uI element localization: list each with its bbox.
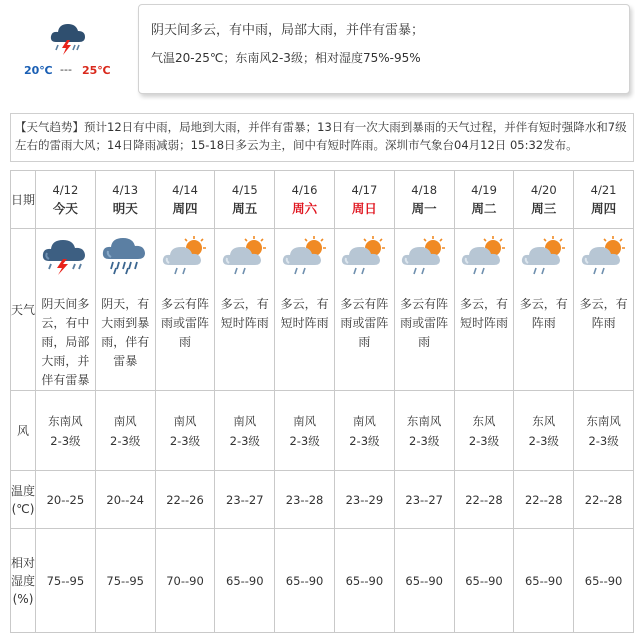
day-weather-cell bbox=[95, 229, 155, 391]
day-wind-direction: 南风 bbox=[352, 413, 376, 428]
day-wind-direction: 东南风 bbox=[586, 413, 621, 428]
day-wind-direction: 南风 bbox=[293, 413, 317, 428]
temp-row bbox=[11, 471, 634, 529]
day-condition: 阴天，有大雨到暴雨，伴有雷暴 bbox=[101, 297, 150, 368]
day-date: 4/17 bbox=[351, 182, 378, 197]
day-wind-level: 2-3级 bbox=[588, 433, 619, 448]
day-wind-cell bbox=[394, 391, 454, 471]
day-date: 4/21 bbox=[590, 182, 617, 197]
row-label-date: 日期 bbox=[11, 171, 36, 229]
day-name: 周六 bbox=[292, 200, 318, 216]
summary-details: 气温20-25℃；东南风2-3级；相对湿度75%-95% bbox=[151, 51, 421, 65]
day-weather-cell bbox=[514, 229, 574, 391]
day-name: 周一 bbox=[411, 200, 437, 216]
row-label-temp: 温度(℃) bbox=[11, 471, 36, 529]
partly-cloudy-shower-icon bbox=[514, 229, 573, 287]
day-condition: 多云，有阵雨 bbox=[519, 297, 568, 330]
day-wind-level: 2-3级 bbox=[110, 433, 141, 448]
day-date: 4/18 bbox=[411, 182, 438, 197]
day-humidity: 65--90 bbox=[574, 529, 634, 633]
day-humidity: 70--90 bbox=[155, 529, 215, 633]
day-date: 4/19 bbox=[471, 182, 497, 197]
day-date-cell bbox=[215, 171, 275, 229]
day-name: 周三 bbox=[531, 200, 557, 216]
day-humidity: 65--90 bbox=[275, 529, 335, 633]
date-row bbox=[11, 171, 634, 229]
day-date-cell bbox=[275, 171, 335, 229]
day-date-cell bbox=[334, 171, 394, 229]
day-name: 周日 bbox=[351, 200, 377, 216]
temp-low: 20℃ bbox=[24, 64, 53, 77]
thunderstorm-cloud-icon bbox=[48, 18, 88, 56]
day-wind-level: 2-3级 bbox=[349, 433, 380, 448]
day-date: 4/15 bbox=[231, 182, 258, 197]
day-condition: 多云，有短时阵雨 bbox=[280, 297, 329, 330]
day-wind-level: 2-3级 bbox=[409, 433, 440, 448]
day-wind-level: 2-3级 bbox=[289, 433, 320, 448]
day-date-cell bbox=[95, 171, 155, 229]
thunderstorm-icon bbox=[36, 229, 95, 287]
day-wind-direction: 东南风 bbox=[48, 413, 83, 428]
day-temp: 23--27 bbox=[215, 471, 275, 529]
day-condition: 阴天间多云，有中雨，局部大雨，并伴有雷暴 bbox=[41, 297, 90, 387]
day-wind-cell bbox=[454, 391, 514, 471]
day-wind-cell bbox=[215, 391, 275, 471]
weather-trend-text: 【天气趋势】预计12日有中雨，局地到大雨，并伴有雷暴；13日有一次大雨到暴雨的天气过程，并伴有短时强降水和7级左右的雷雨大风；14日降雨减弱；15-18日多云为主，间中有短时阵雨。深圳市气象台04月12日 05:32发布。 bbox=[15, 120, 627, 152]
day-weather-cell bbox=[574, 229, 634, 391]
heavy-rain-icon bbox=[96, 229, 155, 287]
day-humidity: 75--95 bbox=[36, 529, 96, 633]
day-condition: 多云有阵雨或雷阵雨 bbox=[400, 297, 449, 349]
day-wind-cell bbox=[514, 391, 574, 471]
day-wind-direction: 东南风 bbox=[406, 413, 442, 428]
day-wind-level: 2-3级 bbox=[528, 433, 559, 448]
day-temp: 22--26 bbox=[155, 471, 215, 529]
day-humidity: 65--90 bbox=[215, 529, 275, 633]
temp-high: 25℃ bbox=[82, 64, 111, 77]
day-wind-level: 2-3级 bbox=[50, 433, 81, 448]
day-wind-cell bbox=[574, 391, 634, 471]
day-weather-cell bbox=[275, 229, 335, 391]
day-humidity: 75--95 bbox=[95, 529, 155, 633]
day-wind-cell bbox=[155, 391, 215, 471]
partly-cloudy-shower-icon bbox=[275, 229, 334, 287]
day-wind-direction: 南风 bbox=[233, 413, 257, 428]
day-date: 4/12 bbox=[52, 182, 79, 197]
day-wind-level: 2-3级 bbox=[468, 433, 500, 448]
day-name: 周五 bbox=[232, 200, 258, 216]
day-wind-cell bbox=[95, 391, 155, 471]
day-condition: 多云，有短时阵雨 bbox=[220, 297, 269, 330]
day-temp: 22--28 bbox=[454, 471, 514, 529]
day-weather-cell bbox=[394, 229, 454, 391]
day-date: 4/16 bbox=[291, 182, 318, 197]
day-temp: 23--27 bbox=[394, 471, 454, 529]
day-name: 明天 bbox=[112, 200, 138, 216]
day-weather-cell bbox=[334, 229, 394, 391]
day-date-cell bbox=[454, 171, 514, 229]
day-weather-cell bbox=[454, 229, 514, 391]
day-condition: 多云有阵雨或雷阵雨 bbox=[160, 297, 209, 349]
day-weather-cell bbox=[155, 229, 215, 391]
day-date-cell bbox=[155, 171, 215, 229]
day-date: 4/13 bbox=[112, 182, 139, 197]
day-wind-direction: 东风 bbox=[532, 413, 556, 428]
day-date: 4/14 bbox=[172, 182, 198, 197]
day-temp: 20--24 bbox=[95, 471, 155, 529]
humidity-row bbox=[11, 529, 634, 633]
day-wind-direction: 南风 bbox=[173, 413, 197, 428]
day-weather-cell bbox=[215, 229, 275, 391]
weather-trend-box bbox=[10, 113, 634, 162]
day-date-cell bbox=[394, 171, 454, 229]
day-date-cell bbox=[36, 171, 96, 229]
day-temp: 23--29 bbox=[334, 471, 394, 529]
day-humidity: 65--90 bbox=[514, 529, 574, 633]
day-wind-cell bbox=[334, 391, 394, 471]
day-temp: 20--25 bbox=[36, 471, 96, 529]
partly-cloudy-shower-icon bbox=[156, 229, 215, 287]
row-label-weather: 天气 bbox=[11, 229, 36, 391]
day-condition: 多云，有短时阵雨 bbox=[459, 297, 508, 330]
day-wind-level: 2-3级 bbox=[229, 433, 260, 448]
forecast-table bbox=[10, 170, 634, 633]
row-label-wind: 风 bbox=[11, 391, 36, 471]
partly-cloudy-shower-icon bbox=[215, 229, 274, 287]
temp-separator: --- bbox=[60, 63, 72, 76]
day-humidity: 65--90 bbox=[334, 529, 394, 633]
day-temp: 22--28 bbox=[574, 471, 634, 529]
day-condition: 多云有阵雨或雷阵雨 bbox=[340, 297, 389, 349]
day-wind-cell bbox=[275, 391, 335, 471]
day-date: 4/20 bbox=[530, 182, 557, 197]
day-wind-cell bbox=[36, 391, 96, 471]
day-wind-level: 2-3级 bbox=[169, 433, 201, 448]
day-wind-direction: 东风 bbox=[472, 413, 496, 428]
day-temp: 22--28 bbox=[514, 471, 574, 529]
day-name: 周四 bbox=[591, 200, 617, 216]
partly-cloudy-shower-icon bbox=[455, 229, 514, 287]
day-name: 周二 bbox=[471, 200, 497, 216]
day-humidity: 65--90 bbox=[454, 529, 514, 633]
day-name: 今天 bbox=[52, 200, 78, 216]
wind-row bbox=[11, 391, 634, 471]
current-summary-box bbox=[138, 4, 630, 94]
partly-cloudy-shower-icon bbox=[574, 229, 633, 287]
weather-row bbox=[11, 229, 634, 391]
day-wind-direction: 南风 bbox=[113, 413, 137, 428]
day-temp: 23--28 bbox=[275, 471, 335, 529]
day-name: 周四 bbox=[172, 200, 198, 216]
day-date-cell bbox=[514, 171, 574, 229]
day-weather-cell bbox=[36, 229, 96, 391]
partly-cloudy-shower-icon bbox=[395, 229, 454, 287]
day-humidity: 65--90 bbox=[394, 529, 454, 633]
day-date-cell bbox=[574, 171, 634, 229]
day-condition: 多云，有阵雨 bbox=[579, 297, 628, 330]
summary-condition: 阴天间多云，有中雨，局部大雨，并伴有雷暴； bbox=[151, 23, 425, 38]
partly-cloudy-shower-icon bbox=[335, 229, 394, 287]
row-label-humidity: 相对湿度(%) bbox=[11, 529, 36, 633]
